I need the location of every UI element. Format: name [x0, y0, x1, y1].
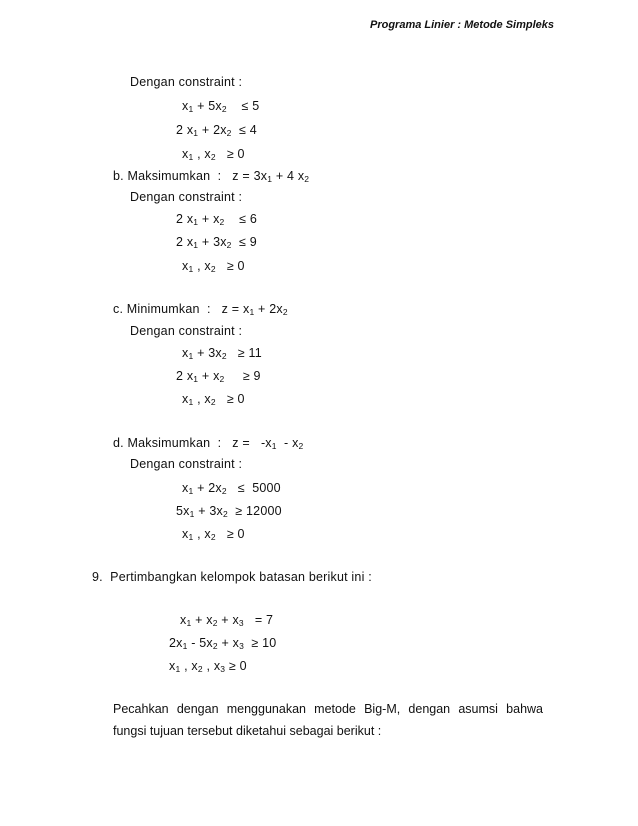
- line-d-c1: $x_1 + 2x_2 \le 5000$: [182, 481, 281, 496]
- line-a-c2: 2 $x_1 + 2x_2 \le 4$: [176, 123, 257, 138]
- line-q9-c3: $x_1$ , $x_2$ , $x_3 \ge 0$: [169, 659, 247, 674]
- line-d-c3: $x_1$ , $x_2 \ge 0$: [182, 527, 245, 542]
- paragraph-line-1: Pecahkan dengan menggunakan metode Big-M, dengan asumsi bahwa: [113, 702, 543, 716]
- line-b-c1: 2 $x_1 + x_2$ ≤ 6: [176, 212, 258, 227]
- line-c-c2: 2 $x_1 + x_2$ ≥ 9: [176, 369, 261, 384]
- line-q9: 9. Pertimbangkan kelompok batasan berikut ini :: [92, 570, 372, 584]
- line-a-constraint-label: Dengan constraint :: [130, 75, 243, 89]
- line-d-c2: $5x_1 + 3x_2 \ge 12000$: [176, 504, 282, 519]
- line-d-constraint-label: Dengan constraint :: [130, 457, 243, 471]
- line-c-c3: $x_1$ , $x_2 \ge 0$: [182, 392, 245, 407]
- line-d-objective: d. Maksimumkan : $z = -x_1 - x_2$: [113, 436, 304, 451]
- line-b-c2: 2 $x_1 + 3x_2 \le 9$: [176, 235, 257, 250]
- line-b-constraint-label: Dengan constraint :: [130, 190, 243, 204]
- line-a-c3: $x_1$ , $x_2 \ge 0$: [182, 147, 245, 162]
- line-c-c1: $x_1 + 3x_2 \ge 11$: [182, 346, 262, 361]
- line-a-c1: $x_1 + 5x_2$ ≤ 5: [182, 99, 260, 114]
- line-b-c3: $x_1$ , $x_2 \ge 0$: [182, 259, 245, 274]
- paragraph-line-2: fungsi tujuan tersebut diketahui sebagai berikut :: [113, 724, 382, 738]
- line-q9-c2: $2x_1 - 5x_2 + x_3 \ge 10$: [169, 636, 277, 651]
- page-header: Programa Linier : Metode Simpleks: [370, 19, 554, 31]
- line-q9-c1: $x_1 + x_2 + x_3 = 7$: [180, 613, 274, 628]
- line-c-constraint-label: Dengan constraint :: [130, 324, 243, 338]
- line-b-objective: b. Maksimumkan : $z = 3x_1 + 4$ $x_2$: [113, 169, 310, 184]
- line-c-objective: c. Minimumkan : $z = x_1 + 2x_2$: [113, 302, 288, 317]
